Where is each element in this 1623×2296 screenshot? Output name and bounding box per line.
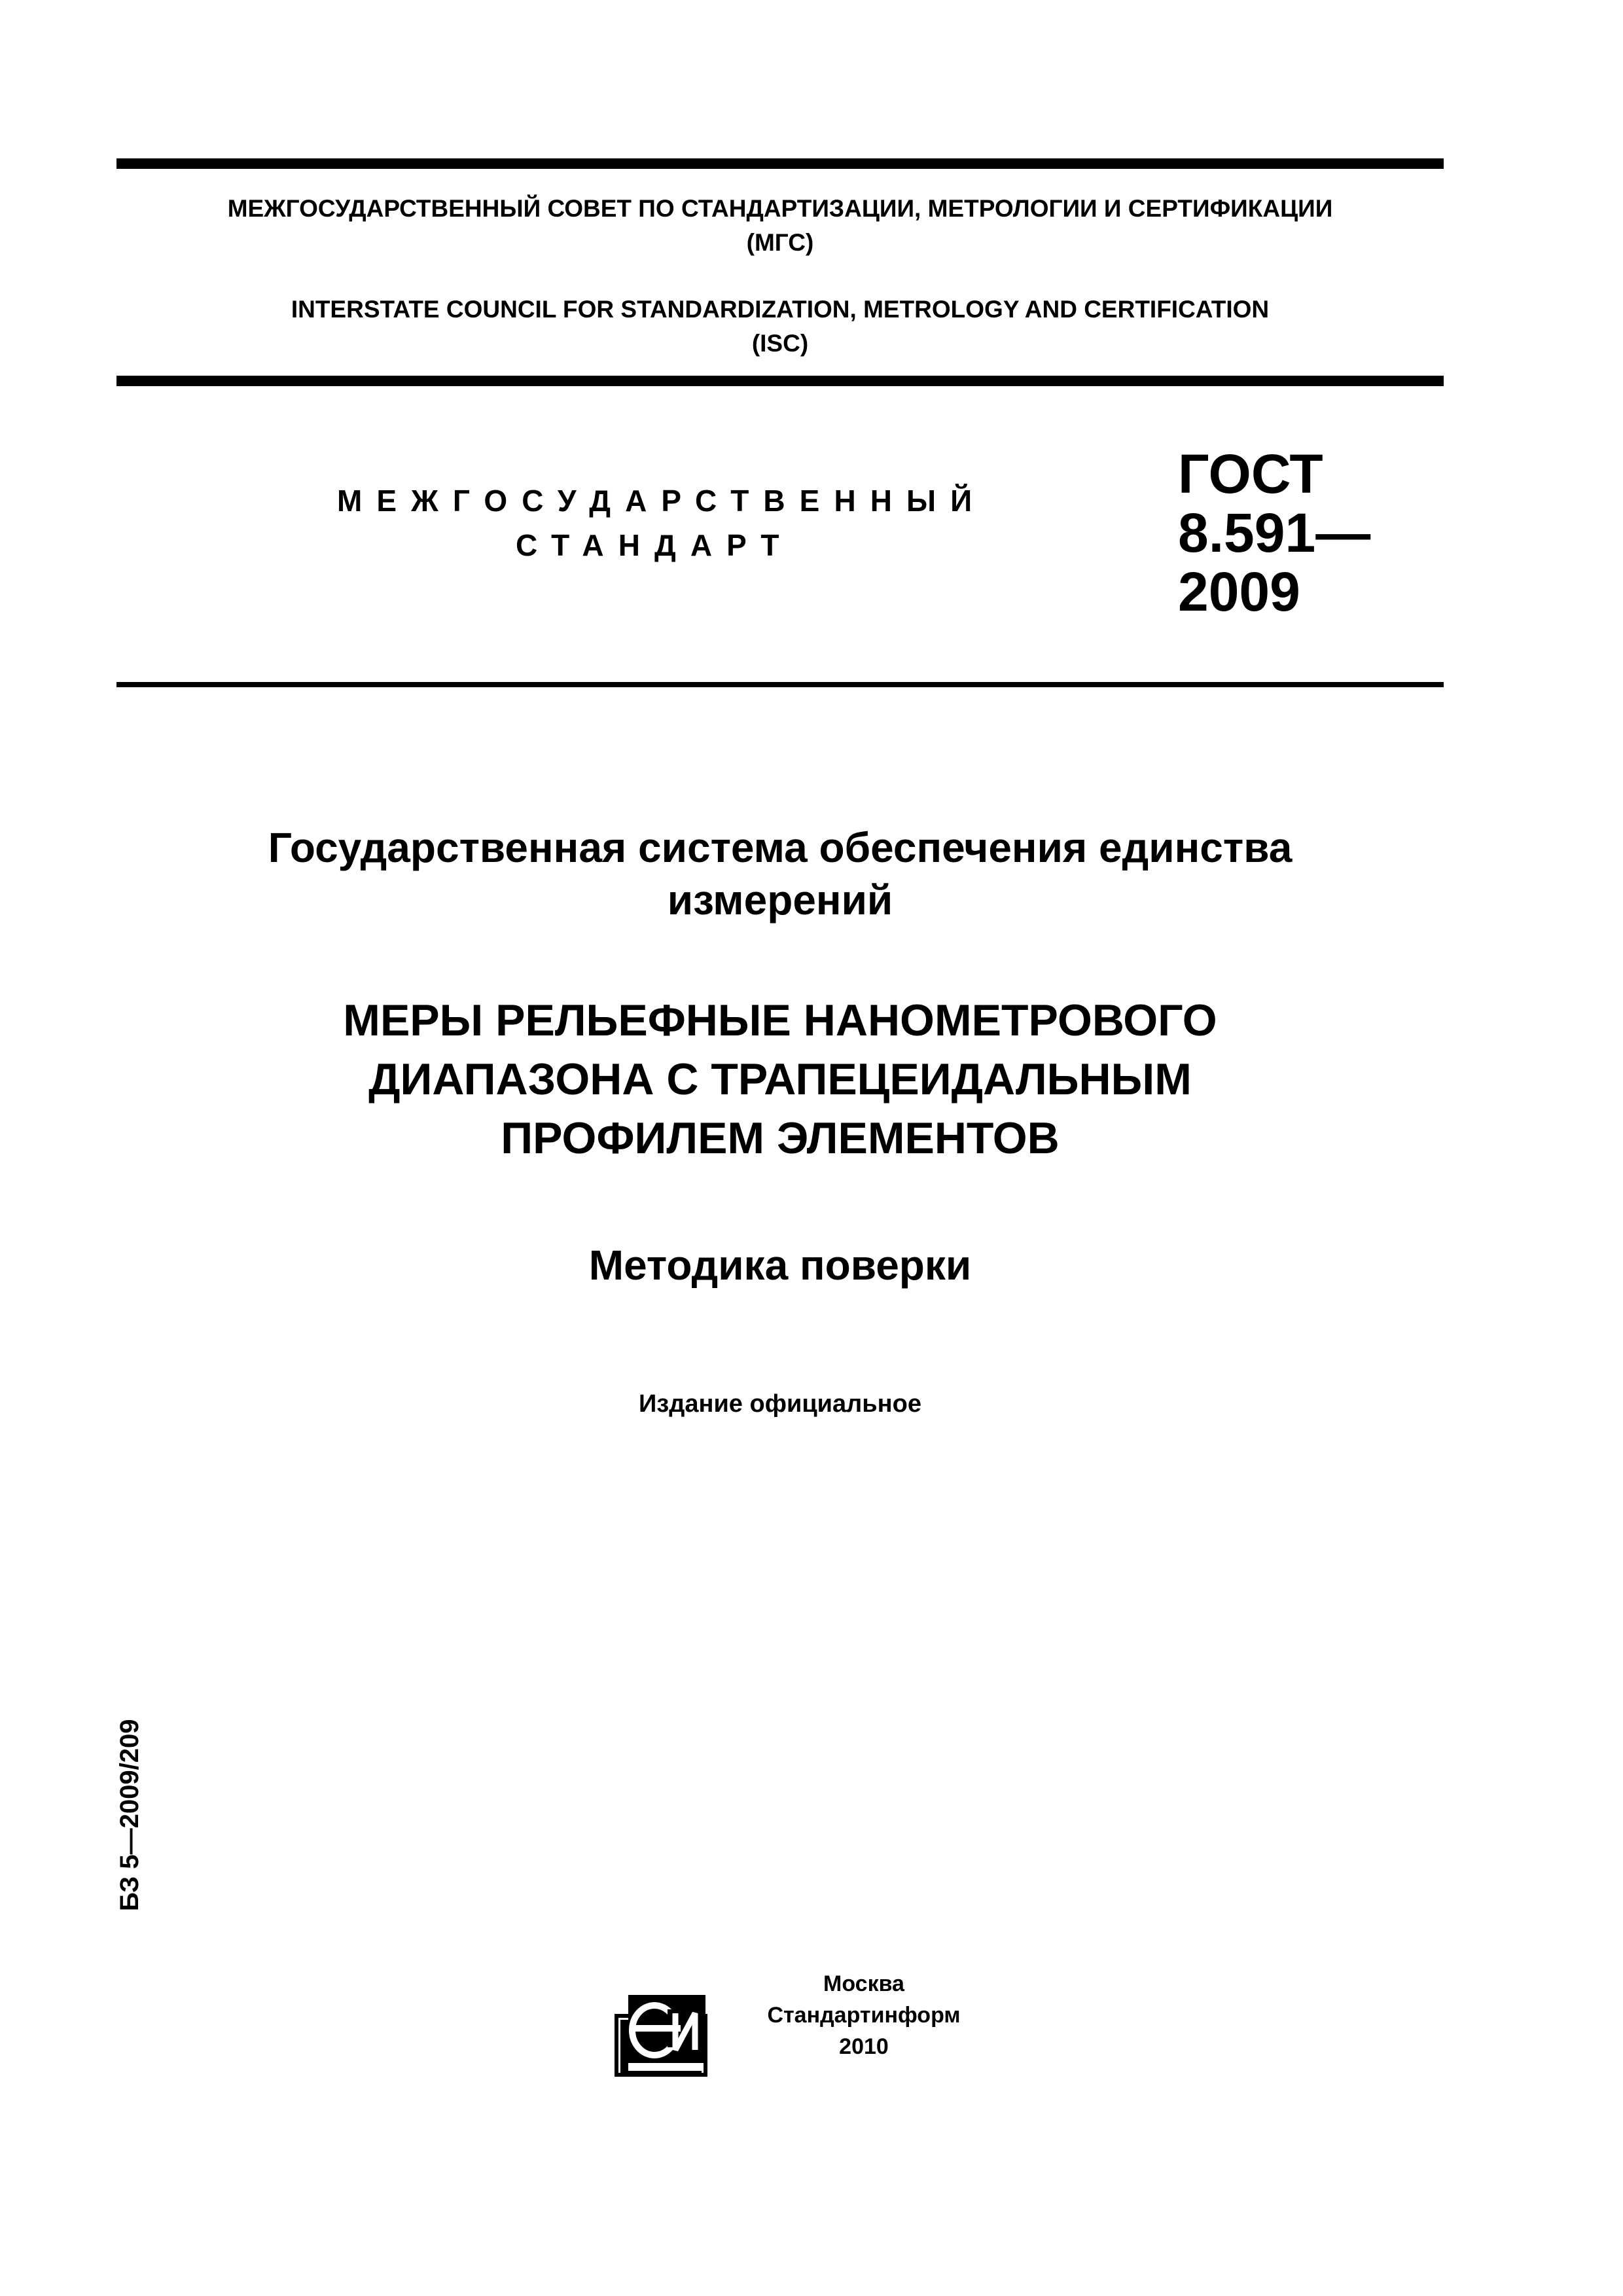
gost-label: ГОСТ xyxy=(1178,443,1323,505)
publisher-city: Москва xyxy=(823,1971,904,1996)
side-code: БЗ 5—2009/209 xyxy=(115,1719,144,1911)
standard-name-line1: МЕРЫ РЕЛЬЕФНЫЕ НАНОМЕТРОВОГО xyxy=(343,996,1217,1045)
standard-name-line3: ПРОФИЛЕМ ЭЛЕМЕНТОВ xyxy=(501,1113,1060,1163)
standard-type-line2: СТАНДАРТ xyxy=(516,528,794,562)
council-ru-line1: МЕЖГОСУДАРСТВЕННЫЙ СОВЕТ ПО СТАНДАРТИЗАЦИИ, МЕТРОЛОГИИ И СЕРТИФИКАЦИИ xyxy=(227,195,1333,222)
standard-type-line1: МЕЖГОСУДАРСТВЕННЫЙ xyxy=(337,484,987,518)
system-title-line2: измерений xyxy=(667,876,893,924)
council-en-abbr: (ISC) xyxy=(751,330,809,357)
council-ru-abbr: (МГС) xyxy=(746,229,814,256)
header-rule xyxy=(116,376,1444,386)
designation-rule xyxy=(116,682,1444,687)
standartinform-logo-icon xyxy=(609,1990,713,2081)
gost-number: 8.591— xyxy=(1178,502,1371,564)
council-en-line1: INTERSTATE COUNCIL FOR STANDARDIZATION, METROLOGY AND CERTIFICATION xyxy=(291,296,1270,323)
publisher-name: Стандартинформ xyxy=(767,2003,961,2028)
system-title-line1: Государственная система обеспечения единства xyxy=(268,824,1293,871)
publisher-year: 2010 xyxy=(839,2034,889,2059)
method-title: Методика поверки xyxy=(588,1242,972,1289)
standard-name-line2: ДИАПАЗОНА С ТРАПЕЦЕИДАЛЬНЫМ xyxy=(368,1054,1192,1104)
gost-year: 2009 xyxy=(1178,561,1300,622)
top-rule xyxy=(116,158,1444,169)
edition-note: Издание официальное xyxy=(639,1390,921,1418)
